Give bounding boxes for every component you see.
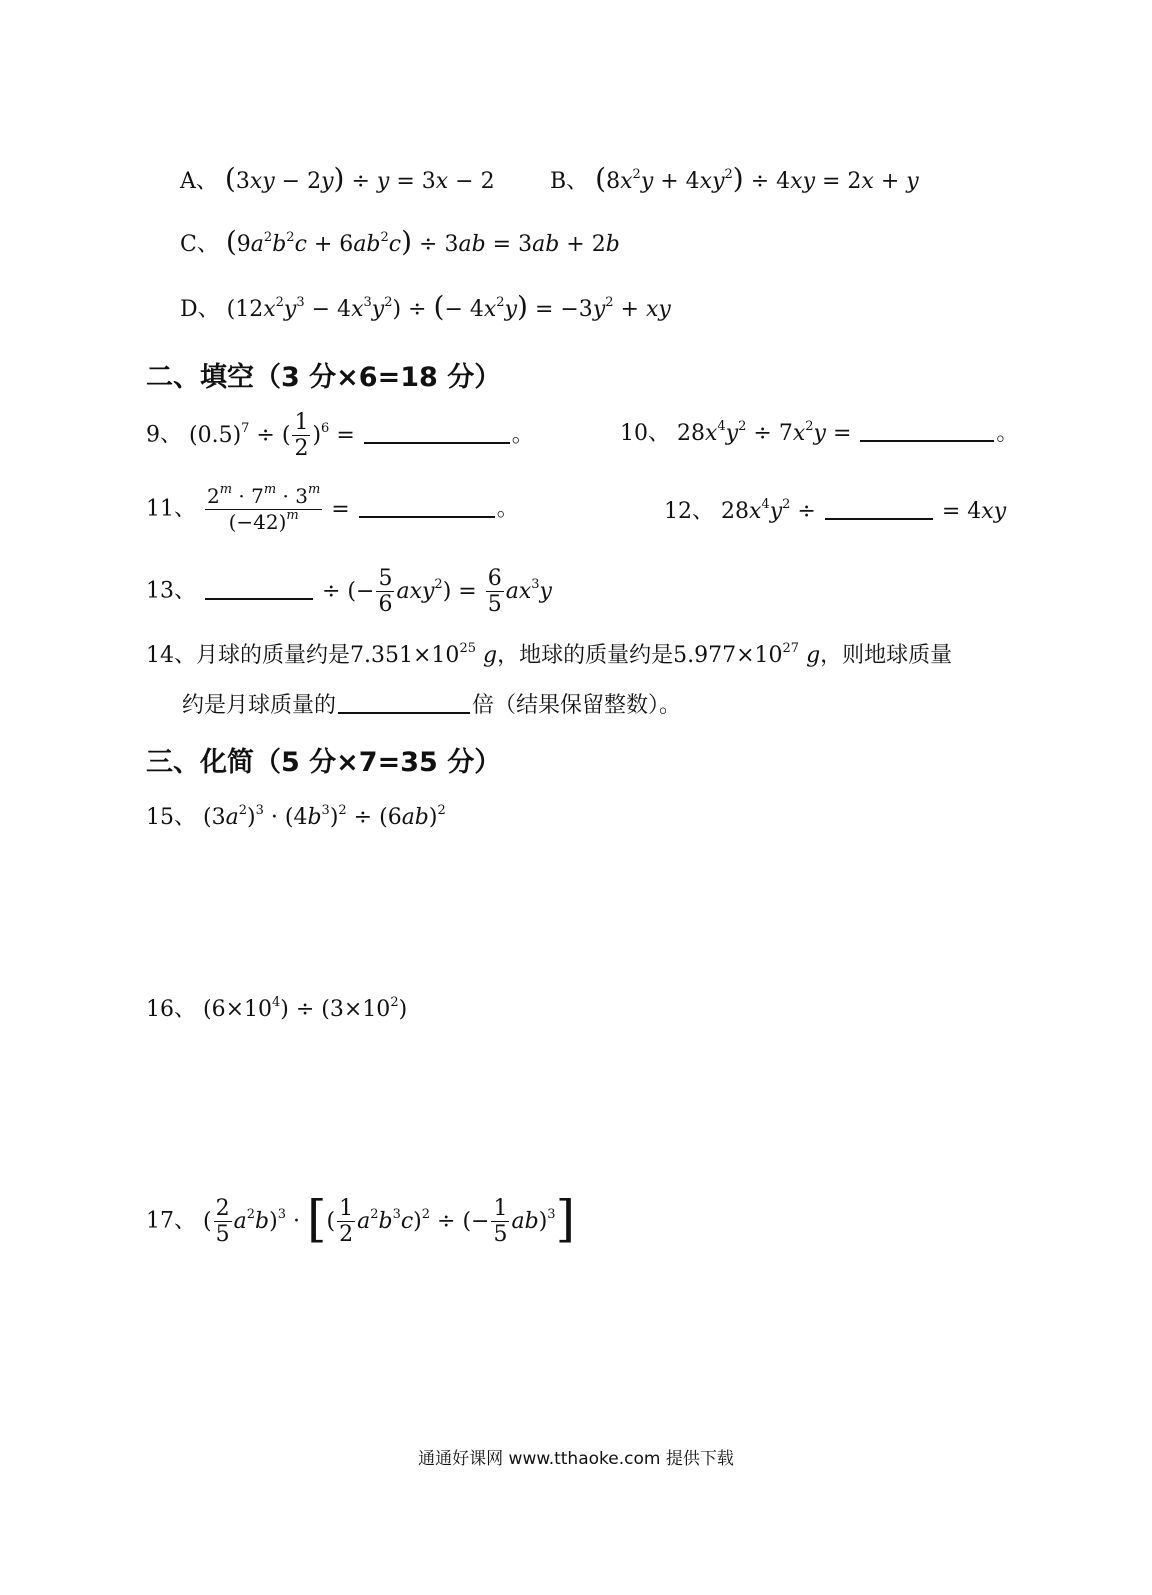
question-9-number: 9、	[146, 422, 182, 448]
question-10-number: 10、	[620, 421, 670, 446]
question-14-number: 14、	[146, 643, 196, 668]
question-12	[664, 498, 1006, 526]
question-11: 11、 $\frac{2^m \cdot 7^m \cdot 3^m}{(-42)^m}$ = 。	[146, 482, 519, 534]
question-14-text-e: 倍（结果保留整数）。	[472, 693, 682, 718]
question-9-answer-blank[interactable]	[364, 426, 510, 444]
option-a-expression: (3xy − 2y) ÷ y = 3x − 2	[224, 162, 495, 195]
question-9-expression: $(0.5)^7$ ÷ ( $\frac{1}{2}$ )$^6$ =	[189, 410, 355, 461]
moon-mass-value: 7.351×10	[350, 643, 460, 668]
question-13-expression: ÷ (− $\frac{5}{6}$ axy$^2$) = $\frac{6}{5}$ $ax^3y$	[322, 566, 552, 617]
option-b-expression: $(8x^2y + 4xy^2) \div 4xy = 2x + y$	[595, 162, 919, 195]
option-c	[180, 225, 620, 259]
question-10-answer-blank[interactable]	[860, 424, 994, 442]
moon-mass	[350, 643, 476, 668]
earth-mass-value: 5.977×10	[673, 643, 783, 668]
option-b	[550, 162, 919, 196]
earth-mass	[673, 643, 799, 668]
earth-mass-exponent: 27	[782, 641, 800, 656]
option-c-label: C、	[180, 232, 219, 257]
question-9: 9、 $(0.5)^7$ ÷ ( $\frac{1}{2}$ )$^6$ = 。	[146, 410, 534, 461]
question-17-expression: ( $\frac{2}{5}$ $a^2b)^3$ · [( $\frac{1}{2}$ $a^2b^3c)^2$ ÷ (− $\frac{1}{5}$ ab)$^3$]	[203, 1189, 576, 1248]
option-a	[180, 162, 495, 196]
question-10: 10、 $28x^4y^2 \div 7x^2y$ = 。	[620, 419, 1019, 446]
option-d-expression: $(12x^2y^3 - 4x^3y^2)$ ÷ (− $4x^2y) = -3y^2$ + xy	[226, 290, 671, 323]
option-a-label: A、	[180, 169, 218, 194]
question-14-text-c: ，则地球质量	[820, 643, 953, 668]
option-b-label: B、	[550, 169, 589, 194]
question-12-answer-blank[interactable]	[825, 502, 933, 520]
question-15	[146, 804, 446, 832]
page-footer: 通通好课网 www.tthaoke.com 提供下载	[418, 1449, 734, 1469]
question-12-expression-left: $28x^4y^2$ ÷	[721, 497, 816, 524]
question-12-number: 12、	[664, 499, 714, 524]
question-11-expression: $\frac{2^m \cdot 7^m \cdot 3^m}{(-42)^m}$ =	[207, 482, 350, 534]
question-15-number: 15、	[146, 805, 196, 830]
question-14-text-b: ，地球的质量约是	[497, 643, 674, 668]
question-14-line-1: 14、月球的质量约是$7.351\times 10^{25}$ g，地球的质量约是$5.977\times 10^{27}$ g，则地球质量	[146, 641, 953, 668]
question-11-number: 11、	[146, 496, 196, 522]
question-16-expression: $(6\times 10^4) \div (3\times 10^2)$	[203, 995, 408, 1022]
moon-mass-exponent: 25	[459, 641, 476, 656]
question-10-expression: $28x^4y^2 \div 7x^2y$ =	[677, 419, 852, 446]
question-13	[146, 566, 552, 617]
question-11-answer-blank[interactable]	[359, 500, 495, 518]
option-c-expression: $(9a^2b^2c + 6ab^2c) \div 3ab = 3ab + 2b$	[225, 225, 620, 258]
option-d-label: D、	[180, 297, 220, 322]
option-d	[180, 290, 671, 324]
question-17	[146, 1189, 576, 1248]
question-16-number: 16、	[146, 997, 196, 1022]
section-3-heading: 三、化简（5 分×7=35 分）	[146, 747, 502, 778]
question-14-text-a: 月球的质量约是	[196, 643, 351, 668]
question-16	[146, 996, 407, 1024]
question-17-number: 17、	[146, 1208, 196, 1234]
question-13-number: 13、	[146, 578, 196, 604]
question-13-answer-blank[interactable]	[205, 582, 313, 600]
question-14-answer-blank[interactable]	[338, 696, 470, 714]
question-14-line-2	[182, 692, 681, 720]
question-15-expression: $(3a^2)^3 \cdot (4b^3)^2 \div (6ab)^2$	[203, 803, 446, 830]
section-2-heading: 二、填空（3 分×6=18 分）	[146, 362, 502, 393]
question-12-expression-right: = 4xy	[941, 499, 1007, 524]
question-14-text-d: 约是月球质量的	[182, 693, 337, 718]
